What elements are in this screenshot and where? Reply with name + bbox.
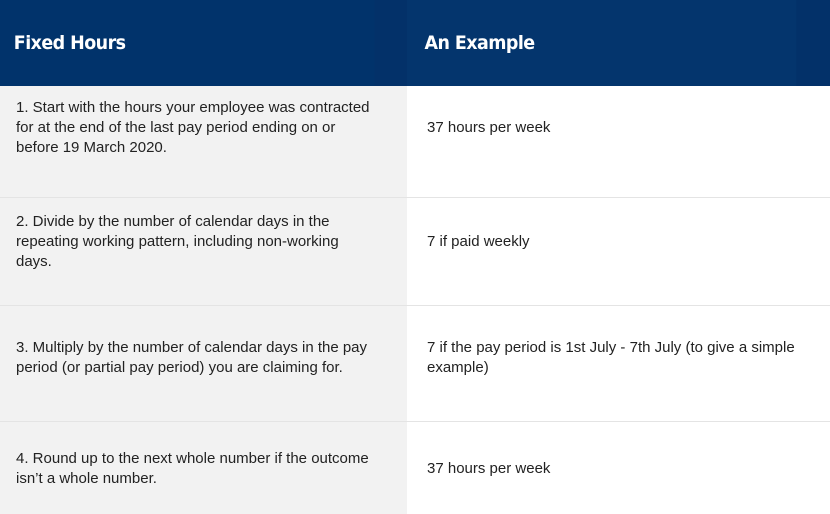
- table-row: [0, 306, 830, 422]
- header-fixed-hours: Fixed Hours: [0, 0, 374, 86]
- step-text: 1. Start with the hours your employee was contracted for at the end of the last pay period ending on or before 19 March 2020.: [16, 99, 370, 156]
- example-cell: [407, 422, 830, 514]
- example-cell: [407, 198, 830, 305]
- table-row: [0, 86, 830, 198]
- table-row: [0, 422, 830, 514]
- example-text: 7 if paid weekly: [427, 233, 530, 250]
- step-cell: [0, 86, 407, 197]
- step-text: 3. Multiply by the number of calendar days in the pay period (or partial pay period) you are claiming for.: [16, 338, 368, 376]
- table-header: [0, 0, 830, 86]
- example-cell: [407, 306, 830, 421]
- example-text: 7 if the pay period is 1st July - 7th July (to give a simple example): [427, 338, 795, 376]
- table-row: [0, 198, 830, 306]
- step-cell: [0, 198, 407, 305]
- example-text: 37 hours per week: [427, 118, 551, 136]
- example-text: 37 hours per week: [427, 460, 551, 477]
- example-cell: [407, 86, 830, 197]
- step-text: 4. Round up to the next whole number if the outcome isn’t a whole number.: [16, 450, 369, 487]
- step-text: 2. Divide by the number of calendar days in the repeating working pattern, including non-working days.: [16, 213, 339, 270]
- header-an-example: An Example: [407, 0, 796, 86]
- step-cell: [0, 422, 407, 514]
- step-cell: [0, 306, 407, 421]
